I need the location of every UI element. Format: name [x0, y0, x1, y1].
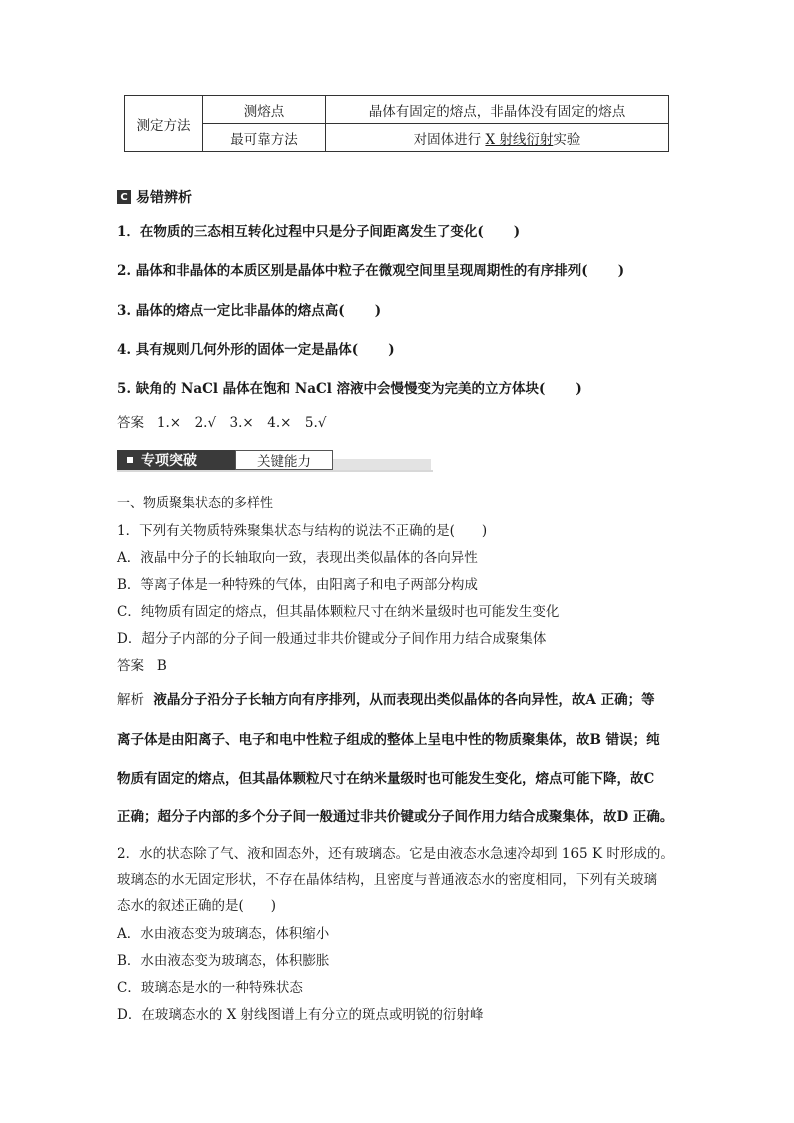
error-item: 5. 缺角的 NaCl 晶体在饱和 NaCl 溶液中会慢慢变为完美的立方体块( ): [117, 381, 582, 397]
question-stem: 1．下列有关物质特殊聚集状态与结构的说法不正确的是( ): [117, 523, 488, 539]
error-item: 3. 晶体的熔点一定比非晶体的熔点高( ): [117, 303, 382, 319]
question-stem: 态水的叙述正确的是( ): [117, 898, 277, 914]
table-header-cell: 测定方法: [125, 96, 203, 152]
option-d: D．在玻璃态水的 X 射线图谱上有分立的斑点或明锐的衍射峰: [117, 1007, 484, 1023]
square-icon: [127, 457, 133, 463]
answer-label: 答案: [117, 415, 144, 431]
option-a: A．水由液态变为玻璃态，体积缩小: [117, 926, 330, 942]
q1-answer: 答案 B: [117, 658, 167, 674]
desc-underlined: X 射线衍射: [485, 131, 554, 148]
option-b: B．水由液态变为玻璃态，体积膨胀: [117, 953, 330, 969]
analysis-line: 物质有固定的熔点，但其晶体颗粒尺寸在纳米量级时也可能发生变化，熔点可能下降，故C: [117, 771, 655, 787]
analysis-line: 解析 液晶分子沿分子长轴方向有序排列，从而表现出类似晶体的各向异性，故A 正确；等: [117, 692, 655, 708]
option-c: C．玻璃态是水的一种特殊状态: [117, 980, 303, 996]
error-analysis-heading: [117, 187, 192, 207]
table-cell-desc: [326, 124, 669, 152]
banner-light: 关键能力: [235, 450, 333, 470]
error-item: 1．在物质的三态相互转化过程中只是分子间距离发生了变化( ): [117, 224, 521, 240]
analysis-line: 正确；超分子内部的多个分子间一般通过非共价键或分子间作用力结合成聚集体，故D 正确。: [117, 809, 674, 825]
desc-suffix: 实验: [553, 131, 581, 148]
option-c: C．纯物质有固定的熔点，但其晶体颗粒尺寸在纳米量级时也可能发生变化: [117, 604, 560, 620]
table-cell-method: 最可靠方法: [203, 124, 326, 152]
option-b: B．等离子体是一种特殊的气体，由阳离子和电子两部分构成: [117, 577, 478, 593]
table-cell-desc: 晶体有固定的熔点，非晶体没有固定的熔点: [326, 96, 669, 124]
table-row: [125, 96, 669, 124]
analysis-line: 离子体是由阳离子、电子和电中性粒子组成的整体上呈电中性的物质聚集体，故B 错误；纯: [117, 732, 660, 748]
method-table: [124, 95, 669, 152]
error-analysis-icon: C: [117, 190, 131, 204]
desc-prefix: 对固体进行: [413, 131, 486, 148]
error-analysis-title: 易错辨析: [136, 190, 192, 206]
section-banner: [117, 448, 433, 472]
error-answer: [117, 411, 326, 431]
option-a: A．液晶中分子的长轴取向一致，表现出类似晶体的各向异性: [117, 550, 478, 566]
banner-dark: 专项突破: [117, 450, 235, 470]
option-d: D．超分子内部的分子间一般通过非共价键或分子间作用力结合成聚集体: [117, 631, 547, 647]
table-row: [125, 124, 669, 152]
section-title: 一、物质聚集状态的多样性: [117, 496, 274, 511]
answer-text: 1.× 2.√ 3.× 4.× 5.√: [156, 415, 327, 431]
table-cell-method: 测熔点: [203, 96, 326, 124]
error-item: 4. 具有规则几何外形的固体一定是晶体( ): [117, 342, 395, 358]
error-item: 2. 晶体和非晶体的本质区别是晶体中粒子在微观空间里呈现周期性的有序排列( ): [117, 263, 625, 279]
question-stem: 2．水的状态除了气、液和固态外，还有玻璃态。它是由液态水急速冷却到 165 K 时形成的。: [117, 846, 674, 862]
question-stem: 玻璃态的水无固定形状，不存在晶体结构，且密度与普通液态水的密度相同，下列有关玻璃: [117, 872, 657, 888]
